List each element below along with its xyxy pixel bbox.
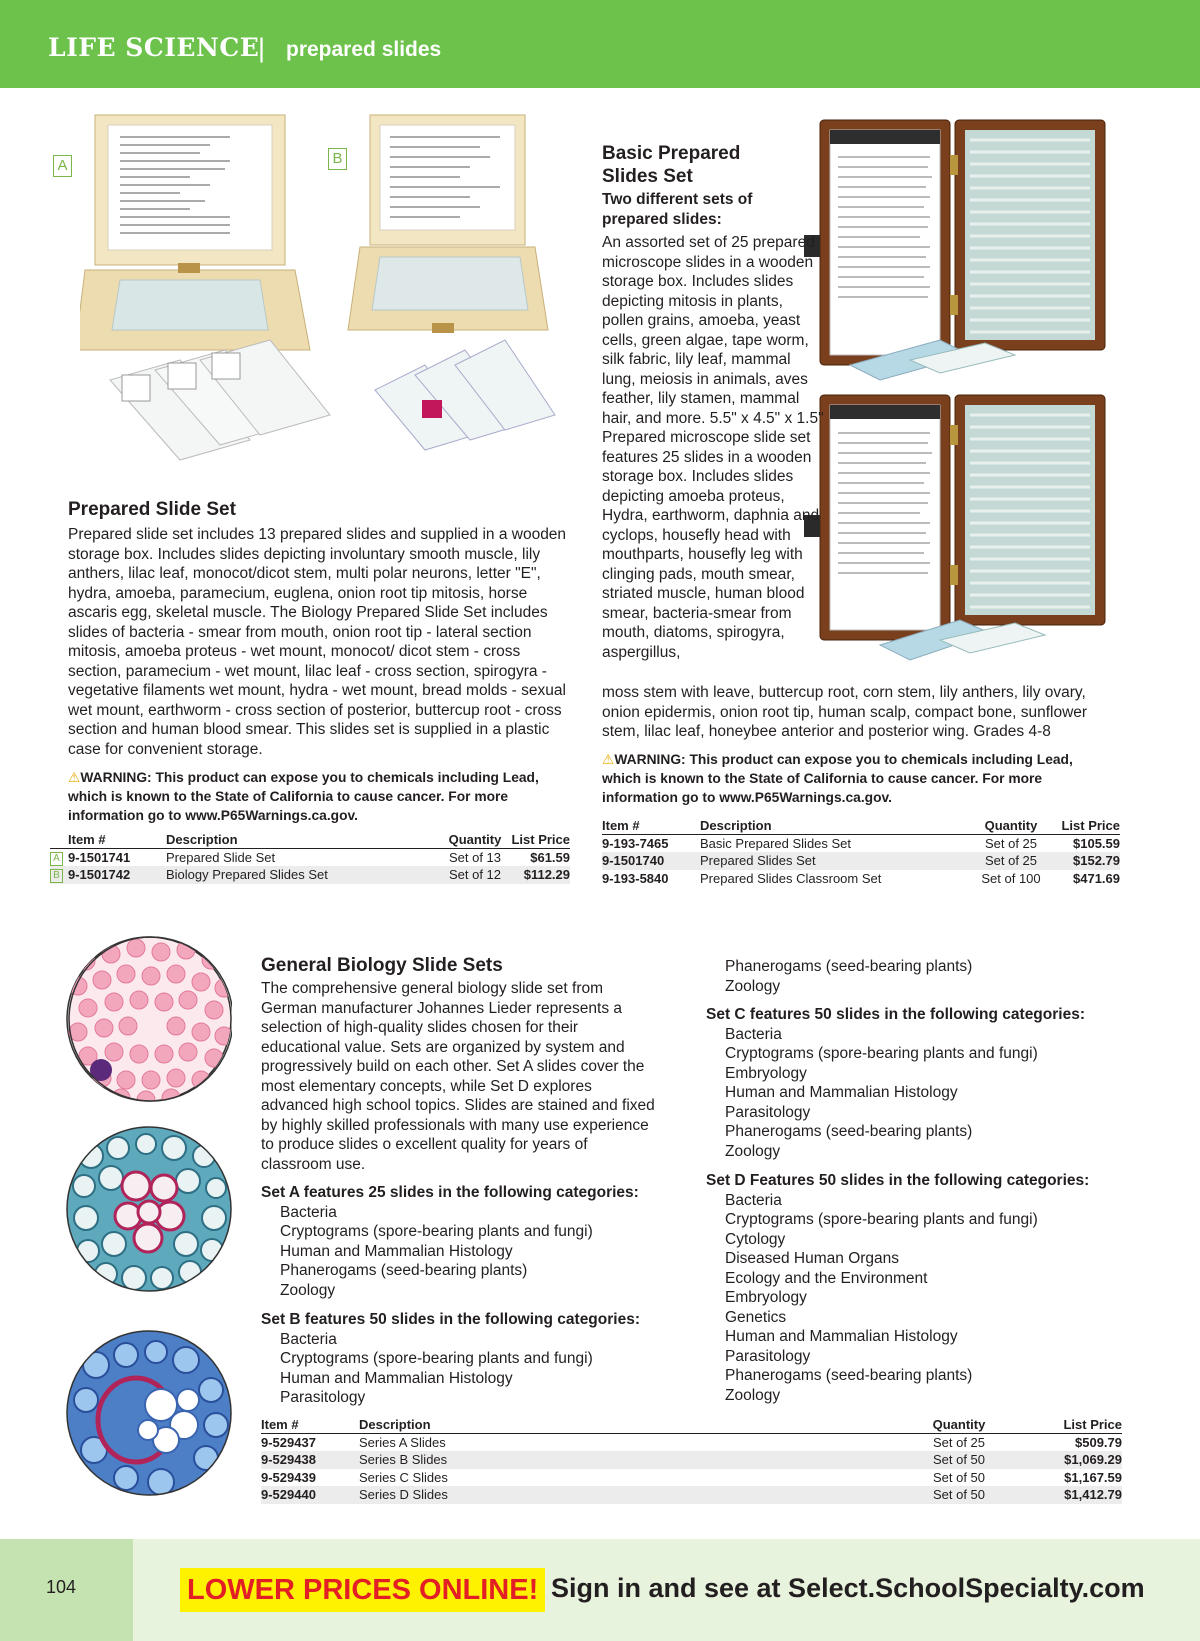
item-number: 9-193-5840	[602, 870, 669, 886]
warning-icon: ⚠	[602, 752, 615, 767]
list-item: Phanerogams (seed-bearing plants)	[725, 1123, 973, 1140]
set-a-categories	[261, 1203, 681, 1301]
set-a-block	[261, 1183, 681, 1300]
item-description: Series C Slides	[359, 1469, 448, 1485]
list-item: Bacteria	[725, 1191, 782, 1209]
item-description: Prepared Slide Set	[166, 850, 276, 865]
header-divider: |	[258, 33, 266, 63]
page-header	[0, 0, 1200, 88]
promo-badge: LOWER PRICES ONLINE!	[180, 1568, 545, 1612]
table-row	[261, 1451, 1122, 1469]
set-a-heading: Set A features 25 slides in the following categories:	[261, 1184, 639, 1201]
set-b-categories-cont	[706, 957, 1126, 996]
list-item: Parasitology	[725, 1347, 811, 1365]
item-quantity: Set of 25	[975, 852, 1047, 870]
item-quantity: Set of 50	[932, 1469, 986, 1485]
col-item: Item #	[68, 832, 166, 849]
photo-label-a: A	[53, 155, 72, 177]
list-item: Diseased Human Organs	[725, 1250, 900, 1267]
prepared-slide-set-title: Prepared Slide Set	[68, 499, 236, 520]
root-cross-section-micrograph	[66, 1330, 232, 1496]
item-number: 9-1501742	[68, 866, 166, 884]
set-b-block	[261, 1310, 681, 1408]
item-price: $1,069.29	[1019, 1451, 1122, 1469]
item-price: $509.79	[1075, 1435, 1122, 1450]
subsection-title: prepared slides	[286, 38, 442, 61]
table-row	[602, 852, 1120, 870]
col-quantity: Quantity	[899, 1417, 1019, 1434]
prepared-slide-set-warning: ⚠WARNING: This product can expose you to chemicals including Lead, which is known to the State of California to cause cancer. For more information go to www.P65Warnings.ca.gov.	[68, 770, 539, 823]
col-price: List Price	[1019, 1417, 1122, 1434]
table-row	[50, 849, 570, 867]
item-quantity: Set of 13	[448, 850, 502, 865]
table-row	[261, 1469, 1122, 1487]
list-item: Genetics	[725, 1308, 787, 1326]
table-row	[261, 1434, 1122, 1452]
photo-label-b: B	[328, 148, 347, 170]
item-price: $471.69	[1073, 870, 1120, 886]
table-row	[50, 866, 570, 884]
col-quantity: Quantity	[444, 832, 506, 849]
table-row	[602, 835, 1120, 853]
list-item: Parasitology	[725, 1103, 811, 1121]
table-row	[602, 870, 1120, 888]
col-item: Item #	[261, 1417, 359, 1434]
list-item: Human and Mammalian Histology	[725, 1328, 958, 1345]
item-quantity: Set of 50	[899, 1486, 1019, 1504]
promo-link-text[interactable]: Sign in and see at Select.SchoolSpecialty.com	[551, 1573, 1145, 1603]
general-biology-title: General Biology Slide Sets	[261, 955, 503, 976]
item-number: 9-1501740	[602, 852, 700, 870]
set-c-block	[706, 1005, 1136, 1161]
item-number: 9-193-7465	[602, 836, 669, 851]
col-price: List Price	[1047, 818, 1120, 835]
list-item: Zoology	[725, 1142, 781, 1160]
list-item: Cytology	[725, 1230, 786, 1248]
set-d-heading: Set D Features 50 slides in the following categories:	[706, 1172, 1090, 1189]
item-price: $1,412.79	[1019, 1486, 1122, 1504]
item-quantity: Set of 50	[899, 1451, 1019, 1469]
warning-icon: ⚠	[68, 770, 81, 785]
list-item: Ecology and the Environment	[725, 1269, 928, 1287]
list-item: Cryptograms (spore-bearing plants and fungi)	[725, 1045, 1038, 1062]
item-quantity: Set of 100	[981, 870, 1041, 886]
item-price: $61.59	[530, 850, 570, 865]
list-item: Cryptograms (spore-bearing plants and fungi)	[280, 1223, 593, 1240]
item-number: 9-529438	[261, 1451, 359, 1469]
set-d-block	[706, 1171, 1136, 1405]
table-row	[261, 1486, 1122, 1504]
col-description: Description	[700, 818, 975, 835]
item-number: 9-529437	[261, 1435, 316, 1450]
basic-prepared-slides-subtitle: Two different sets of prepared slides:	[602, 191, 753, 228]
set-c-categories	[706, 1025, 1136, 1162]
list-item: Cryptograms (spore-bearing plants and fungi)	[280, 1350, 593, 1367]
row-marker: A	[50, 852, 63, 866]
row-marker: B	[50, 869, 63, 883]
set-d-categories	[706, 1191, 1136, 1406]
page-number: 104	[46, 1577, 77, 1597]
item-description: Basic Prepared Slides Set	[700, 836, 852, 851]
item-number: 9-529439	[261, 1469, 316, 1485]
list-item: Human and Mammalian Histology	[280, 1242, 513, 1260]
basic-prepared-slides-description: An assorted set of 25 prepared microscope slides in a wooden storage box. Includes slides depicting mitosis in plants, pollen grains, amoeba, yeast cells, green algae, tape worm, silk fabric, lily leaf, mammal lung, meiosis in animals, aves feather, lily stamen, mammal hair, and more. 5.5" x 4.5" x 1.5" Prepared microscope slide set features 25 slides in a wooden storage box. Includes slides depicting amoeba proteus, Hydra, earthworm, daphnia and cyclops, housefly head with mouthparts, housefly leg with clinging pads, mouth smear, striated muscle, human blood smear, bacteria-smear from mouth, diatoms, spirogyra, aspergillus,	[602, 234, 824, 661]
list-item: Bacteria	[725, 1025, 782, 1043]
item-quantity: Set of 25	[984, 836, 1038, 851]
list-item: Phanerogams (seed-bearing plants)	[280, 1262, 528, 1279]
item-price: $112.29	[506, 866, 570, 884]
list-item: Phanerogams (seed-bearing plants)	[725, 958, 973, 975]
item-price: $105.59	[1073, 836, 1120, 851]
col-item: Item #	[602, 818, 700, 835]
item-description: Series A Slides	[359, 1435, 446, 1450]
section-title: LIFE SCIENCE	[48, 33, 260, 62]
prepared-slide-set-description: Prepared slide set includes 13 prepared slides and supplied in a wooden storage box. Includes slides depicting involuntary smooth muscle, lily anthers, lilac leaf, monocot/dicot stem, multi polar neurons, letter "E", hydra, amoeba, paramecium, euglena, onion root tip mitosis, horse ascaris egg, skeletal muscle. The Biology Prepared Slide Set includes slides of bacteria - smear from mouth, onion root tip - lateral section mitosis, amoeba proteus - wet mount, monocot/ dicot stem - cross section, paramecium - wet mount, lilac leaf - cross section, spirogyra - vegetative filaments wet mount, hydra - wet mount, bread molds - sexual wet mount, earthworm - cross section of posterior, buttercup root - cross section and human blood smear. This slides set is supplied in a plastic case for convenient storage.	[68, 526, 567, 758]
list-item: Bacteria	[280, 1330, 337, 1348]
col-description: Description	[166, 832, 444, 849]
list-item: Phanerogams (seed-bearing plants)	[725, 1367, 973, 1384]
item-quantity: Set of 12	[444, 866, 506, 884]
set-b-heading: Set B features 50 slides in the following categories:	[261, 1311, 640, 1328]
basic-prepared-slides-description-cont: moss stem with leave, buttercup root, corn stem, lily anthers, lily ovary, onion epidermis, onion root tip, human scalp, compact bone, sunflower stem, lilac leaf, honeybee anterior and posterior wing. Grades 4-8	[602, 684, 1088, 740]
list-item: Cryptograms (spore-bearing plants and fungi)	[725, 1211, 1038, 1228]
item-description: Prepared Slides Set	[700, 852, 975, 870]
basic-prepared-slides-title: Basic Prepared Slides Set	[602, 143, 741, 187]
item-quantity: Set of 25	[932, 1435, 986, 1450]
list-item: Human and Mammalian Histology	[725, 1084, 958, 1101]
item-number: 9-1501741	[68, 850, 131, 865]
list-item: Bacteria	[280, 1203, 337, 1221]
item-price: $152.79	[1047, 852, 1120, 870]
col-price: List Price	[506, 832, 570, 849]
set-b-categories	[261, 1330, 681, 1408]
list-item: Zoology	[280, 1281, 336, 1299]
prepared-slide-set-price-table	[50, 832, 570, 884]
general-biology-price-table	[261, 1417, 1122, 1504]
item-price: $1,167.59	[1064, 1469, 1122, 1485]
list-item: Human and Mammalian Histology	[280, 1369, 513, 1387]
item-description: Prepared Slides Classroom Set	[700, 870, 882, 886]
list-item: Embryology	[725, 1064, 807, 1082]
basic-prepared-slides-price-table	[602, 818, 1120, 887]
item-description: Biology Prepared Slides Set	[166, 866, 444, 884]
stem-cross-section-micrograph	[66, 1126, 232, 1292]
blood-smear-micrograph	[66, 936, 232, 1102]
basic-prepared-slides-cases-photo	[800, 115, 1120, 675]
basic-prepared-slides-warning: ⚠WARNING: This product can expose you to chemicals including Lead, which is known to the State of California to cause cancer. For more information go to www.P65Warnings.ca.gov.	[602, 752, 1073, 805]
set-c-heading: Set C features 50 slides in the following categories:	[706, 1006, 1085, 1023]
list-item: Zoology	[725, 977, 781, 995]
list-item: Parasitology	[280, 1389, 366, 1406]
item-description: Series D Slides	[359, 1486, 899, 1504]
list-item: Zoology	[725, 1386, 781, 1404]
item-number: 9-529440	[261, 1486, 359, 1504]
list-item: Embryology	[725, 1289, 807, 1306]
col-description: Description	[359, 1417, 899, 1434]
item-description: Series B Slides	[359, 1451, 899, 1469]
col-quantity: Quantity	[975, 818, 1047, 835]
general-biology-description: The comprehensive general biology slide set from German manufacturer Johannes Lieder represents a selection of high-quality slides chosen for their educational value. Sets are organized by system and progressively build on each other. Set A slides cover the most elementary concepts, while Set D explores advanced high school topics. Slides are stained and fixed by highly skilled professionals with many use experience to produce slides o excellent quality for years of classroom use.	[261, 980, 655, 1173]
